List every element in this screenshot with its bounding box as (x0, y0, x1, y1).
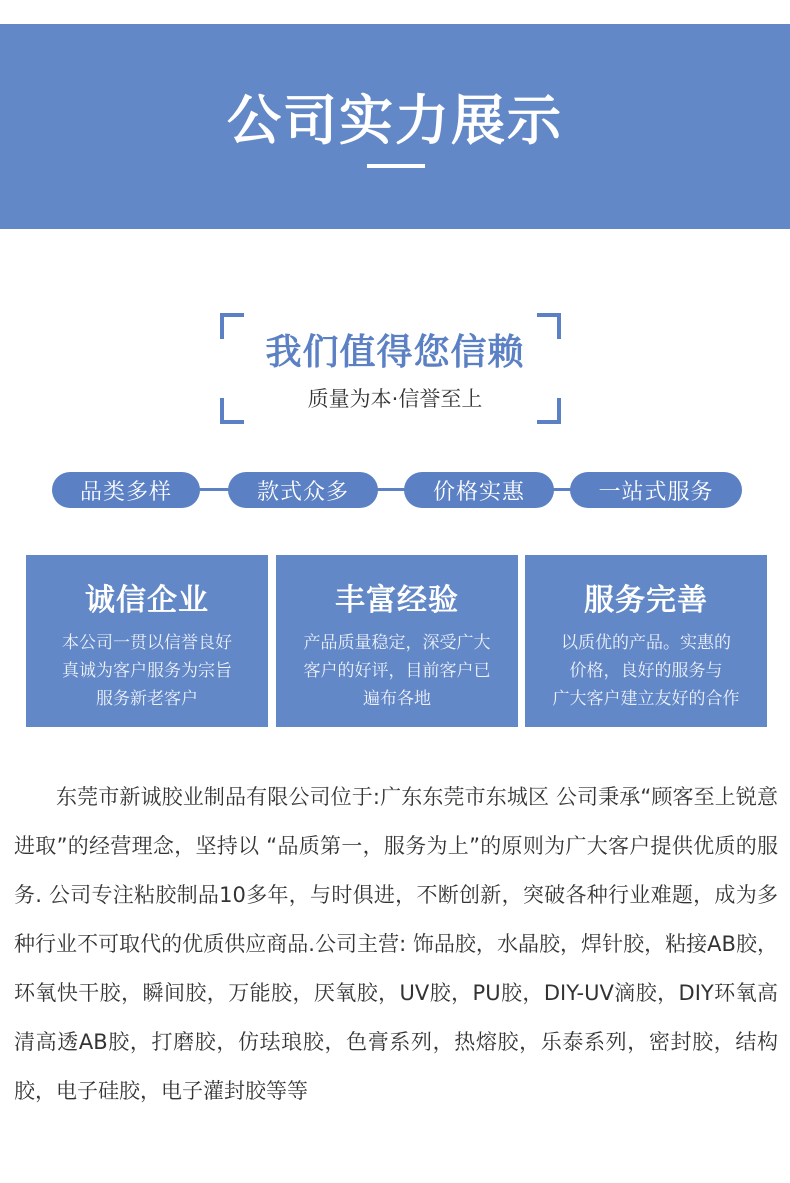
feature-pill-styles: 款式众多 (228, 472, 378, 508)
card-line: 广大客户建立友好的合作 (552, 689, 740, 709)
card-integrity (26, 555, 268, 727)
card-line: 产品质量稳定，深受广大 (303, 633, 491, 653)
card-text (276, 629, 518, 713)
card-text (26, 629, 268, 713)
title-underline (367, 164, 425, 168)
card-line: 服务新老客户 (96, 689, 198, 709)
card-experience (276, 555, 518, 727)
trust-subheading: 质量为本·信誉至上 (307, 387, 483, 411)
card-line: 价格，良好的服务与 (569, 661, 723, 681)
card-title: 丰富经验 (335, 583, 459, 618)
card-line: 客户的好评，目前客户已 (303, 661, 491, 681)
card-line: 本公司一贯以信誉良好 (62, 633, 232, 653)
header-banner (0, 24, 790, 229)
feature-pill-variety: 品类多样 (52, 472, 200, 508)
card-line: 真诚为客户服务为宗旨 (62, 661, 232, 681)
card-title: 服务完善 (584, 583, 708, 618)
feature-pill-service: 一站式服务 (570, 472, 742, 508)
feature-pill-price: 价格实惠 (404, 472, 554, 508)
company-intro-paragraph: 东莞市新诚胶业制品有限公司位于:广东东莞市东城区 公司秉承“顾客至上锐意进取”的经营理念，坚持以 “品质第一，服务为上”的原则为广大客户提供优质的服务. 公司专注粘胶制品10多年，与时俱进，不断创新，突破各种行业难题，成为多种行业不可取代的优质供应商品.公司主营: 饰品胶，水晶胶，焊针胶，粘接AB胶，环氧快干胶，瞬间胶，万能胶，厌氧胶，UV胶，PU胶，DIY-UV滴胶，DIY环氧高清高透AB胶，打磨胶，仿珐琅胶，色膏系列，热熔胶，乐泰系列，密封胶，结构胶，电子硅胶，电子灌封胶等等 (14, 785, 778, 1103)
card-title: 诚信企业 (85, 583, 209, 618)
card-service (525, 555, 767, 727)
card-line: 以质优的产品。实惠的 (561, 633, 731, 653)
trust-heading: 我们值得您信赖 (265, 332, 525, 373)
page-title: 公司实力展示 (227, 89, 563, 152)
card-text (525, 629, 767, 713)
card-line: 遍布各地 (363, 689, 431, 709)
